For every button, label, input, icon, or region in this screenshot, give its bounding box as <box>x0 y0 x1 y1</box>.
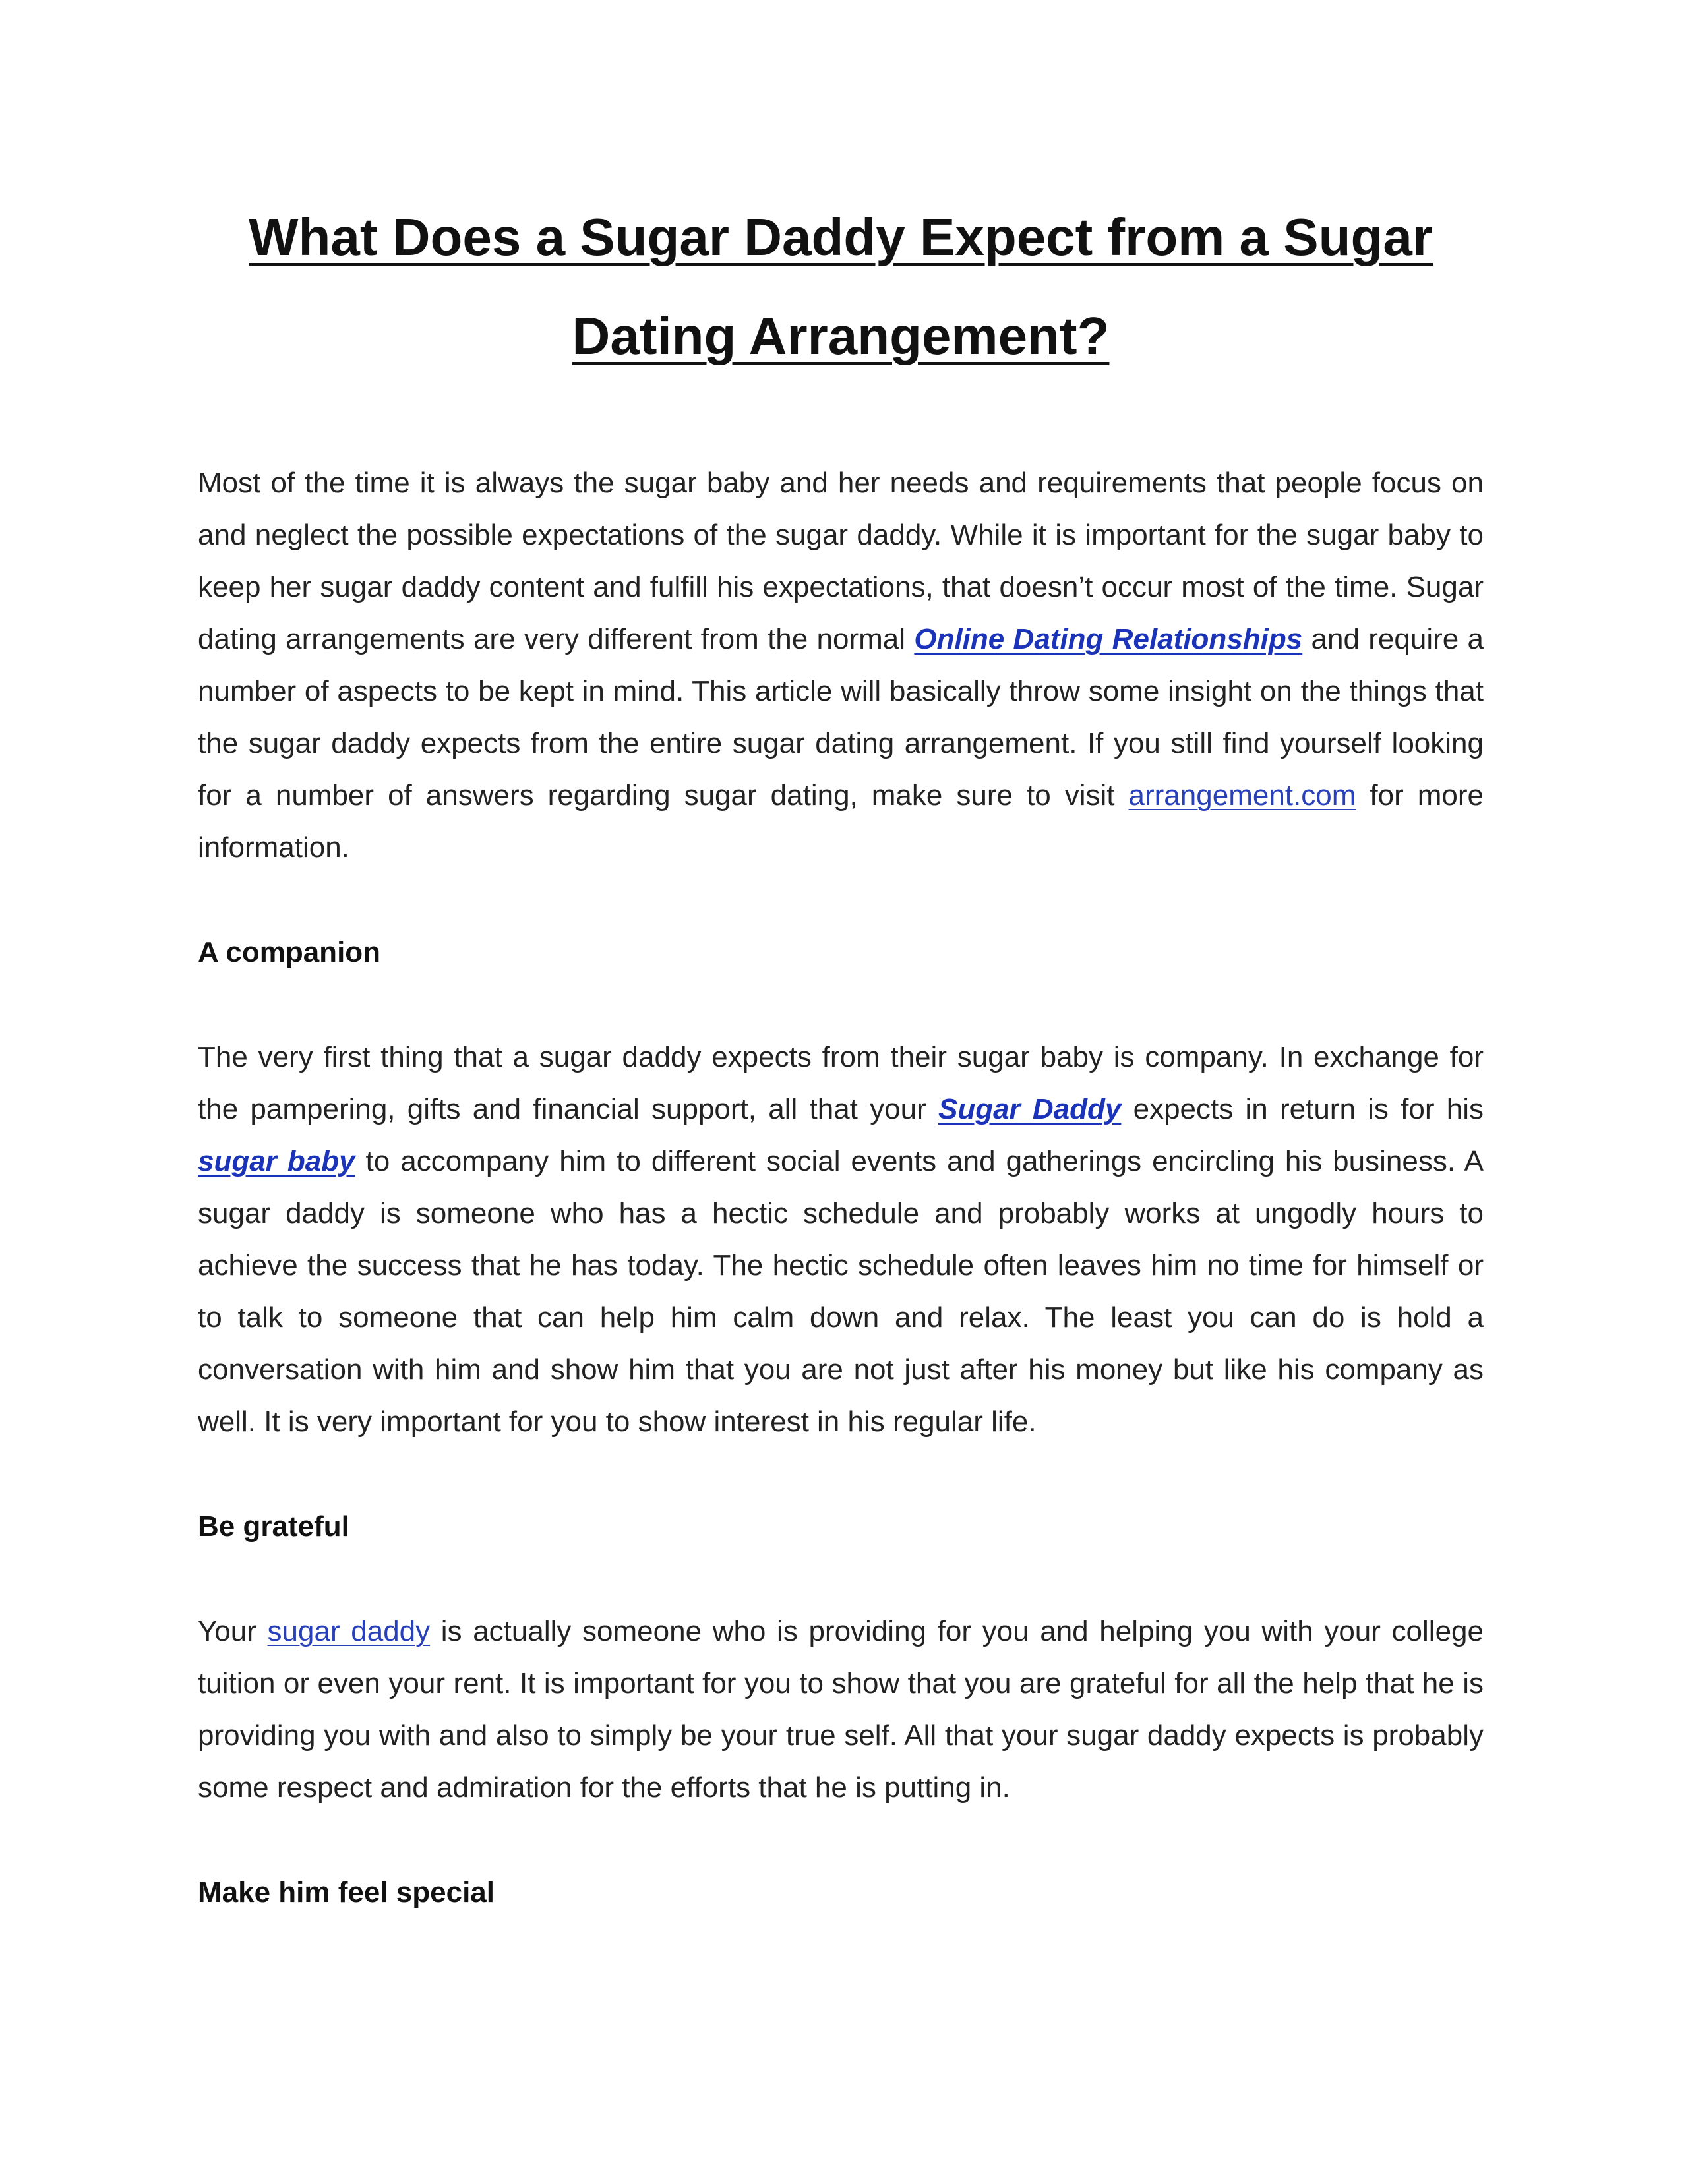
companion-text-1: The very first thing that a sugar daddy expects from their sugar baby is company. In exchange for the pampering, gifts and financial support, all that your <box>198 1041 1484 1125</box>
intro-text-2: and require a number of aspects to be kept in mind. This article will basically throw some insight on the things that the sugar daddy expects from the entire sugar dating arrangement. If you still find yourself looking for a number of answers regarding sugar dating, make sure to visit <box>198 623 1484 812</box>
section-heading-make-him-feel-special: Make him feel special <box>198 1876 495 1908</box>
companion-text-2: expects in return is for his <box>1121 1093 1484 1125</box>
online-dating-relationships-link[interactable]: Online Dating Relationships <box>914 623 1303 655</box>
title-line-2: Dating Arrangement? <box>572 307 1110 365</box>
intro-text-1: Most of the time it is always the sugar baby and her needs and requirements that people focus on and neglect the possible expectations of the sugar daddy. While it is important for the sugar baby to keep her sugar daddy content and fulfill his expectations, that doesn’t occur most of the time. Sugar dating arrangements are very different from the normal <box>198 467 1484 655</box>
companion-paragraph <box>198 1031 1484 1448</box>
sugar-baby-link[interactable]: sugar baby <box>198 1145 355 1177</box>
grateful-paragraph <box>198 1605 1484 1814</box>
document-content <box>198 188 1484 1918</box>
section-heading-companion: A companion <box>198 936 381 968</box>
grateful-text-2: is actually someone who is providing for you and helping you with your college tuition or even your rent. It is important for you to show that you are grateful for all the help that he is providing you with and also to simply be your true self. All that your sugar daddy expects is probably some respect and admiration for the efforts that he is putting in. <box>198 1615 1484 1804</box>
section-heading-be-grateful: Be grateful <box>198 1510 349 1543</box>
intro-text-3: for more information. <box>198 779 1484 864</box>
grateful-text-1: Your <box>198 1615 268 1647</box>
title-line-1: What Does a Sugar Daddy Expect from a Sugar <box>249 208 1433 266</box>
companion-text-3: to accompany him to different social events and gatherings encircling his business. A sugar daddy is someone who has a hectic schedule and probably works at ungodly hours to achieve the success that he has today. The hectic schedule often leaves him no time for himself or to talk to someone that can help him calm down and relax. The least you can do is hold a conversation with him and show him that you are not just after his money but like his company as well. It is very important for you to show interest in his regular life. <box>198 1145 1484 1438</box>
intro-paragraph <box>198 457 1484 873</box>
sugar-daddy-link[interactable]: Sugar Daddy <box>938 1093 1122 1125</box>
arrangement-com-link[interactable]: arrangement.com <box>1128 779 1356 812</box>
document-title <box>198 188 1484 386</box>
sugar-daddy-plain-link[interactable]: sugar daddy <box>267 1615 431 1647</box>
